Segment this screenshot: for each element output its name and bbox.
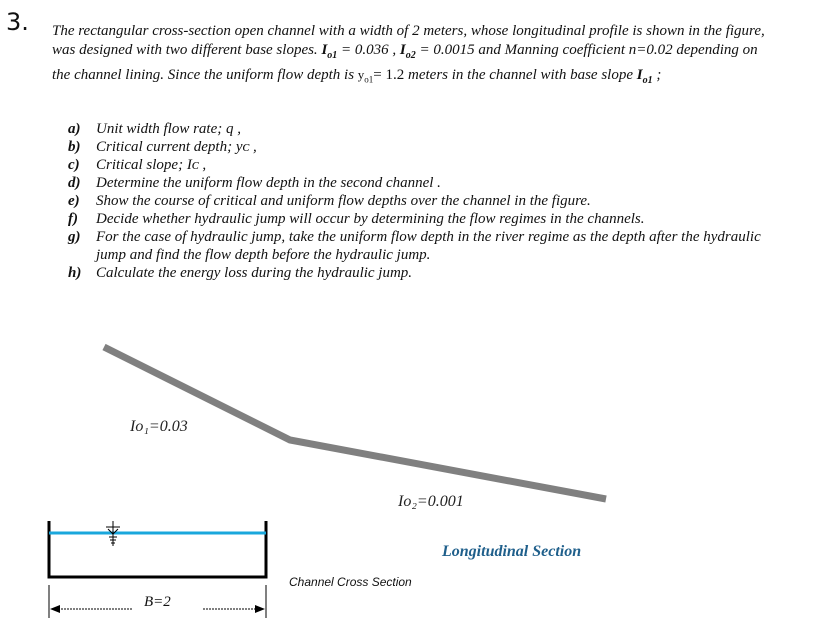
width-label: B=2 bbox=[144, 594, 171, 610]
cross-section-channel bbox=[49, 521, 266, 577]
slope2-label: Io₂=0.001 bbox=[398, 493, 464, 510]
list-item: h) Calculate the energy loss during the hydraulic jump. bbox=[68, 265, 413, 281]
list-item: g) For the case of hydraulic jump, take the uniform flow depth in the river regime as the depth after the hydraulic jump and find the flow depth before the hydraulic jump. bbox=[68, 229, 761, 263]
intro-text-2: and Manning coefficient n=0.02 depending on the channel lining. Since the uniform flow depth is bbox=[52, 42, 758, 83]
depth-symbol: $y_{o1}$ bbox=[357, 67, 374, 85]
list-item: d) Determine the uniform flow depth in the second channel . bbox=[68, 175, 441, 191]
list-item: e) Show the course of critical and uniform flow depths over the channel in the figure. bbox=[68, 193, 591, 209]
longitudinal-section-label: Longitudinal Section bbox=[442, 543, 582, 560]
list-item: a) Unit width flow rate; q , bbox=[68, 121, 242, 137]
intro-end: ; bbox=[652, 67, 662, 83]
slope2-symbol: $I_{o2}$ bbox=[399, 42, 416, 61]
cross-section-label: Channel Cross Section bbox=[289, 575, 412, 589]
depth-value: = 1.2 bbox=[373, 67, 405, 83]
question-number: 3. bbox=[6, 8, 29, 36]
slope1-value: = 0.036 , bbox=[337, 42, 397, 58]
arrow-right-icon bbox=[255, 605, 265, 613]
slope-ref-symbol: $I_{o1}$ bbox=[636, 67, 653, 86]
slope1-symbol: $I_{o1}$ bbox=[321, 42, 338, 61]
slope1-label: Io₁=0.03 bbox=[130, 418, 188, 435]
intro-text-3: meters in the channel with base slope bbox=[404, 67, 637, 83]
list-item: f) Decide whether hydraulic jump will occur by determining the flow regimes in the channels. bbox=[68, 211, 645, 227]
slope2-value: = 0.0015 bbox=[415, 42, 475, 58]
list-item: c) Critical slope; Iᴄ , bbox=[68, 157, 207, 173]
arrow-left-icon bbox=[50, 605, 60, 613]
intro-text-1: The rectangular cross-section open channel with a width of 2 meters, whose longitudinal profile is shown in the figure, was designed with two different base slopes. bbox=[52, 23, 765, 58]
list-item: b) Critical current depth; yᴄ , bbox=[68, 139, 257, 155]
